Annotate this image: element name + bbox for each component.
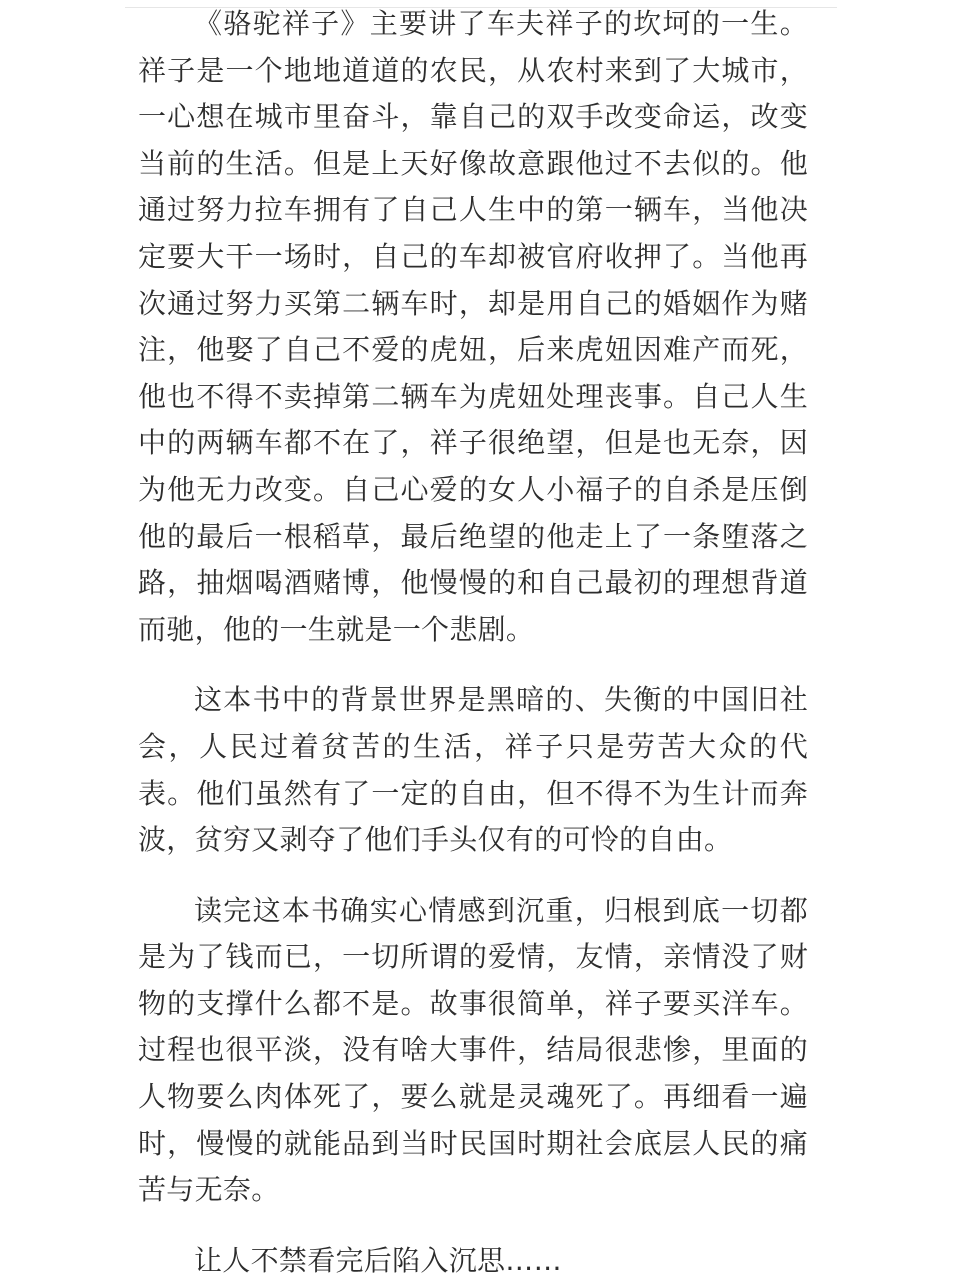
paragraph-4: 让人不禁看完后陷入沉思……	[194, 1243, 562, 1277]
paragraph-3: 读完这本书确实心情感到沉重，归根到底一切都是为了钱而已，一切所谓的爱情，友情，亲情没了财物的支撑什么都不是。故事很简单，祥子要买洋车。过程也很平淡，没有啥大事件，结局很悲惨，里面的人物要么肉体死了，要么就是灵魂死了。再细看一遍时，慢慢的就能品到当时民国时期社会底层人民的痛苦与无奈。	[138, 893, 808, 1207]
article-body	[138, 0, 808, 1280]
paragraph-1: 《骆驼祥子》主要讲了车夫祥子的坎坷的一生。祥子是一个地地道道的农民，从农村来到了大城市，一心想在城市里奋斗，靠自己的双手改变命运，改变当前的生活。但是上天好像故意跟他过不去似的。他通过努力拉车拥有了自己人生中的第一辆车，当他决定要大干一场时，自己的车却被官府收押了。当他再次通过努力买第二辆车时，却是用自己的婚姻作为赌注，他娶了自己不爱的虎妞，后来虎妞因难产而死，他也不得不卖掉第二辆车为虎妞处理丧事。自己人生中的两辆车都不在了，祥子很绝望，但是也无奈，因为他无力改变。自己心爱的女人小福子的自杀是压倒他的最后一根稻草，最后绝望的他走上了一条堕落之路，抽烟喝酒赌博，他慢慢的和自己最初的理想背道而驰，他的一生就是一个悲剧。	[138, 7, 808, 646]
paragraph-2: 这本书中的背景世界是黑暗的、失衡的中国旧社会，人民过着贫苦的生活，祥子只是劳苦大众的代表。他们虽然有了一定的自由，但不得不为生计而奔波，贫穷又剥夺了他们手头仅有的可怜的自由。	[138, 683, 808, 857]
